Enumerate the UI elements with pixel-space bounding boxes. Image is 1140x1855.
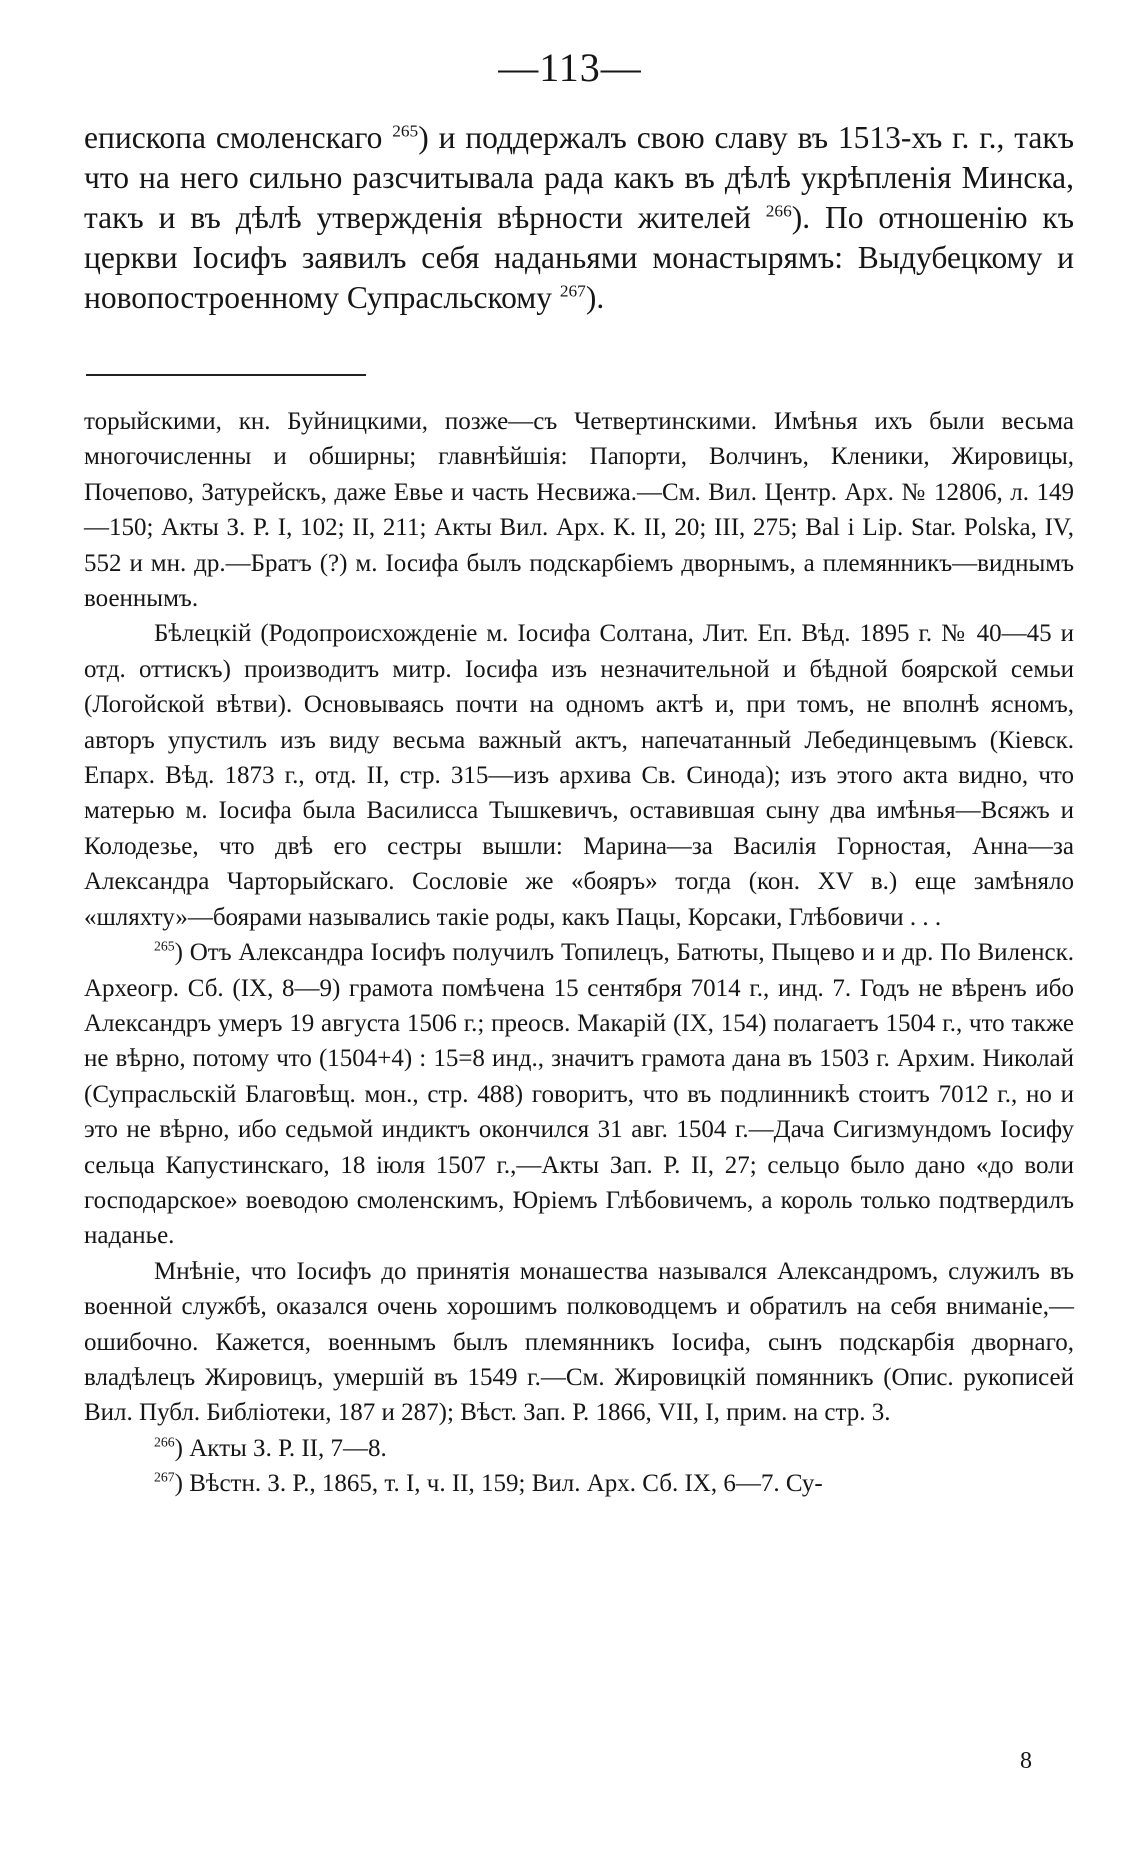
footnote-divider [86, 374, 366, 376]
main-text-part-a: епископа смоленскаго [84, 120, 383, 155]
printer-signature: 8 [1020, 1748, 1032, 1774]
main-text-part-d: ). [585, 280, 605, 315]
footnote-ref-266: 266 [765, 201, 792, 221]
footnote-265 [84, 935, 1074, 1254]
footnote-266-text: ) Акты З. Р. II, 7—8. [174, 1434, 387, 1462]
footnote-265-text: ) Отъ Александра Іосифъ получилъ Топилецъ, Батюты, Пыцево и и др. По Виленск. Археогр. Сб. (IX, 8—9) грамота помѣчена 15 сентября 7014 г., инд. 7. Годъ не вѣренъ ибо Александръ умеръ 19 августа 1506 г.; преосв. Макарій (IX, 154) полагаетъ 1504 г., что также не вѣрно, потому что (1504+4) : 15=8 инд., значитъ грамота дана въ 1503 г. Архим. Николай (Супрасльскій Благовѣщ. мон., стр. 488) говоритъ, что въ подлинникѣ стоитъ 7012 г., но и это не вѣрно, ибо седьмой индиктъ окончился 31 авг. 1504 г.—Дача Сигизмундомъ Іосифу сельца Капустинскаго, 18 іюля 1507 г.,—Акты Зап. Р. II, 27; сельцо было дано «до воли господарское» воеводою смоленскимъ, Юріемъ Глѣбовичемъ, а король только подтвердилъ наданье. [84, 939, 1074, 1250]
footnote-ref-267: 267 [559, 281, 586, 301]
footnote-belecky-paragraph: Бѣлецкій (Родопроисхожденіе м. Іосифа Солтана, Лит. Еп. Вѣд. 1895 г. № 40—45 и отд. оттискъ) производитъ митр. Іосифа изъ незначительной и бѣдной боярской семьи (Логойской вѣтви). Основываясь почти на одномъ актѣ и, при томъ, не вполнѣ ясномъ, авторъ упустилъ изъ виду весьма важный актъ, напечатанный Лебединцевымъ (Кіевск. Епарх. Вѣд. 1873 г., отд. II, стр. 315—изъ архива Св. Синода); изъ этого акта видно, что матерью м. Іосифа была Василисса Тышкевичъ, оставившая сыну два имѣнья—Всяжъ и Колодезье, что двѣ его сестры вышли: Марина—за Василія Горностая, Анна—за Александра Чарторыйскаго. Сословіе же «бояръ» тогда (кон. XV в.) еще замѣняло «шляхту»—боярами назывались такіе роды, какъ Пацы, Корсаки, Глѣбовичи . . . [84, 620, 1074, 931]
footnote-continuation: торыйскими, кн. Буйницкими, позже—съ Четвертинскими. Имѣнья ихъ были весьма многочисленны и обширны; главнѣйшія: Папорти, Волчинъ, Кленики, Жировицы, Почепово, Затурейскъ, даже Евье и часть Несвижа.—См. Вил. Центр. Арх. № 12806, л. 149—150; Акты З. Р. I, 102; II, 211; Акты Вил. Арх. К. II, 20; III, 275; Bal i Lip. Star. Polska, IV, 552 и мн. др.—Братъ (?) м. Іосифа былъ подскарбіемъ дворнымъ, а племянникъ—виднымъ военнымъ. [84, 408, 1074, 613]
footnote-267-text: ) Вѣстн. З. Р., 1865, т. I, ч. II, 159; Вил. Арх. Сб. IX, 6—7. Су- [174, 1470, 823, 1498]
main-text-part-c: ). По отношенію къ церкви Іосифъ заявилъ себя наданьями монастырямъ: Выдубецкому и новопостроенному Супрасльскому [84, 200, 1075, 315]
footnote-267-number: 267 [154, 1469, 175, 1485]
footnote-opinion-paragraph: Мнѣніе, что Іосифъ до принятія монашества назывался Александромъ, служилъ въ военной службѣ, оказался очень хорошимъ полководцемъ и обратилъ на себя вниманіе,—ошибочно. Кажется, военнымъ былъ племянникъ Іосифа, сынъ подскарбія дворнаго, владѣлецъ Жировицъ, умершій въ 1549 г.—См. Жировицкій помянникъ (Опис. рукописей Вил. Публ. Библіотеки, 187 и 287); Вѣст. Зап. Р. 1866, VII, I, прим. на стр. 3. [84, 1257, 1074, 1427]
footnote-267 [84, 1466, 1074, 1501]
footnote-266-number: 266 [154, 1434, 175, 1450]
footnotes [84, 404, 1074, 1502]
footnote-ref-265: 265 [392, 121, 419, 141]
page-number: —113— [498, 45, 642, 90]
footnote-266 [84, 1431, 1074, 1466]
main-text-part-b: ) и поддержалъ свою славу въ 1513-хъ г. г., такъ что на него сильно разсчитывала рада какъ въ дѣлѣ укрѣпленія Минска, такъ и въ дѣлѣ утвержденія вѣрности жителей [84, 120, 1074, 235]
main-text [84, 118, 1074, 318]
footnote-265-number: 265 [154, 938, 175, 954]
